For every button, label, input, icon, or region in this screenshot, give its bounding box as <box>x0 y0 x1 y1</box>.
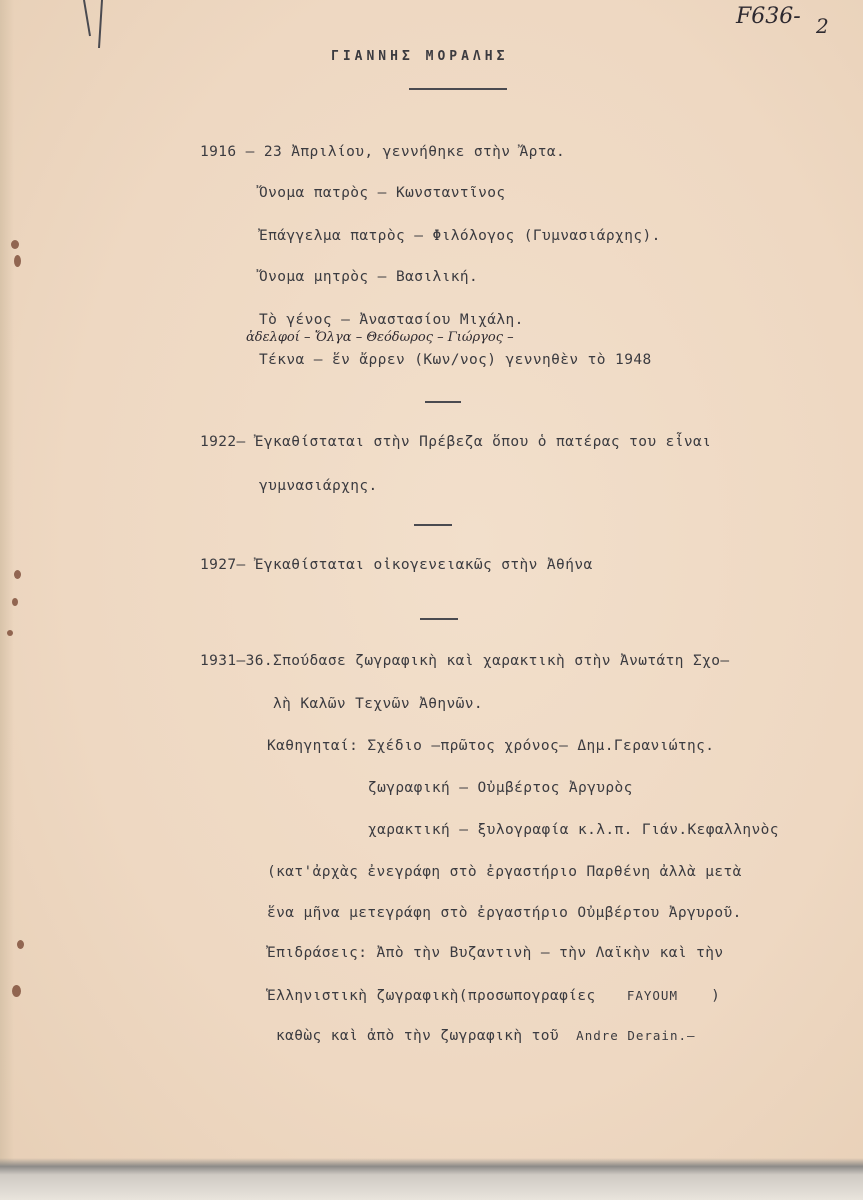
derain-label: Andre Derain.– <box>576 1028 696 1043</box>
father-profession: Ἐπάγγελμα πατρὸς – Φιλόλογος (Γυμνασιάρχης). <box>259 228 661 244</box>
entry-1922-line1: 1922– Ἐγκαθίσταται στὴν Πρέβεζα ὅπου ὁ πατέρας του εἶναι <box>200 434 712 450</box>
section-divider <box>425 401 461 403</box>
entry-1922-line2: γυμνασιάρχης. <box>259 478 378 494</box>
influences-line3-text: καθὼς καὶ ἀπὸ τὴν ζωγραφικὴ τοῦ <box>276 1028 560 1044</box>
stain-mark <box>7 630 13 636</box>
catalog-mark: F636- <box>736 4 801 29</box>
section-divider <box>420 618 458 620</box>
influences-line3 <box>276 1028 696 1044</box>
page-title: ΓΙΑΝΝΗΣ ΜΟΡΑΛΗΣ <box>331 49 509 64</box>
title-underline <box>409 88 507 90</box>
entry-1931-line1: 1931–36.Σπούδασε ζωγραφικὴ καὶ χαρακτικὴ στὴν Ἀνωτάτη Σχο– <box>200 653 730 669</box>
teachers-line3: χαρακτική – ξυλογραφία κ.λ.π. Γιάν.Κεφαλληνὸς <box>368 822 779 838</box>
stain-mark <box>14 570 21 579</box>
stain-mark <box>14 255 21 267</box>
genos: Τὸ γένος – Ἀναστασίου Μιχάλη. <box>259 312 524 328</box>
handwritten-annotation: ἀδελφοί – Ὄλγα – Θεόδωρος – Γιώργος – <box>246 330 514 345</box>
entry-1931-line2: λὴ Καλῶν Τεχνῶν Ἀθηνῶν. <box>273 696 483 712</box>
father-name: Ὄνομα πατρὸς – Κωνσταντῖνος <box>259 185 506 201</box>
note-line2: ἕνα μῆνα μετεγράφη στὸ ἐργαστήριο Οὐμβέρτου Ἀργυροῦ. <box>267 905 742 921</box>
page-number: 2 <box>816 14 829 38</box>
influences-line1: Ἐπιδράσεις: Ἀπὸ τὴν Βυζαντινὴ – τὴν Λαϊκὴν καὶ τὴν <box>267 945 724 961</box>
scan-bottom-edge <box>0 1158 863 1200</box>
stain-mark <box>17 940 24 949</box>
stain-mark <box>11 240 19 249</box>
fayoum-label: FAYOUM <box>626 988 678 1003</box>
entry-1927-line: 1927– Ἐγκαθίσταται οἰκογενειακῶς στὴν Ἀθήνα <box>200 557 593 573</box>
note-line1: (κατ'ἀρχὰς ἐνεγράφη στὸ ἐργαστήριο Παρθένη ἀλλὰ μετὰ <box>267 864 742 880</box>
stain-mark <box>12 598 18 606</box>
entry-1916-line: 1916 – 23 Ἀπριλίου, γεννήθηκε στὴν Ἄρτα. <box>200 144 566 160</box>
pencil-mark-icon <box>70 0 130 60</box>
children: Τέκνα – ἕν ἄρρεν (Κων/νος) γεννηθὲν τὸ 1948 <box>259 352 652 368</box>
teachers-line2: ζωγραφική – Οὐμβέρτος Ἀργυρὸς <box>368 780 633 796</box>
mother-name: Ὄνομα μητρὸς – Βασιλική. <box>259 269 479 285</box>
influences-line2 <box>267 988 720 1004</box>
stain-mark <box>12 985 21 997</box>
closing-paren: ) <box>711 988 721 1004</box>
section-divider <box>414 524 452 526</box>
influences-line2-text: Ἑλληνιστικὴ ζωγραφικὴ(προσωπογραφίες <box>267 988 596 1004</box>
teachers-line1: Καθηγηταί: Σχέδιο –πρῶτος χρόνος– Δημ.Γερανιώτης. <box>267 738 715 754</box>
